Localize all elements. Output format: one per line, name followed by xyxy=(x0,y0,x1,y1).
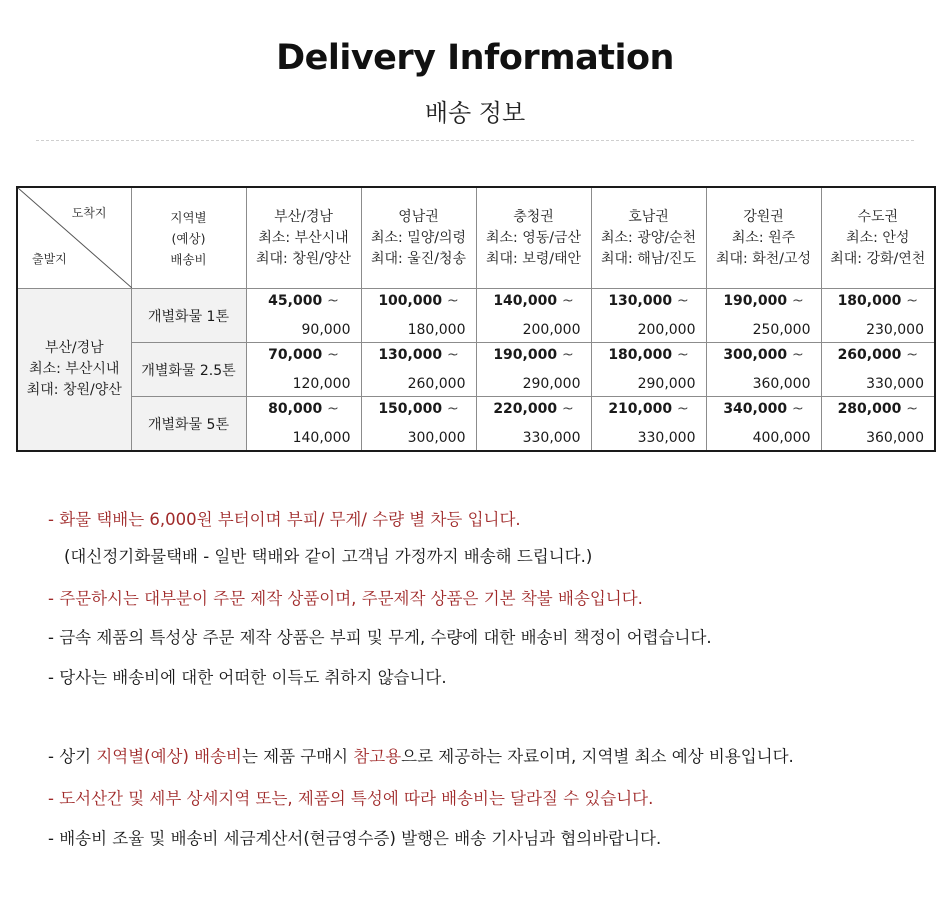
row-label-header: 지역별 (예상) 배송비 xyxy=(131,187,246,289)
delivery-rate-table xyxy=(16,186,936,452)
note-line: - 배송비 조율 및 배송비 세금계산서(현금영수증) 발행은 배송 기사님과 협의바랍니다. xyxy=(48,829,662,848)
region-header: 호남권 최소: 광양/순천 최대: 해남/진도 xyxy=(591,187,706,289)
note-line: - 화물 택배는 6,000원 부터이며 부피/ 무게/ 수량 별 차등 입니다. xyxy=(48,510,521,529)
page-subtitle: 배송 정보 xyxy=(424,99,526,127)
price-cell: 80,000 ~ 140,000 xyxy=(246,397,361,452)
page-title: Delivery Information xyxy=(276,38,674,78)
price-cell: 130,000 ~ 200,000 xyxy=(591,289,706,343)
price-cell: 70,000 ~ 120,000 xyxy=(246,343,361,397)
region-header: 강원권 최소: 원주 최대: 화천/고성 xyxy=(706,187,821,289)
price-cell: 260,000 ~ 330,000 xyxy=(821,343,935,397)
dashed-divider xyxy=(36,140,914,141)
destination-label: 도착지 xyxy=(71,206,107,220)
table-row xyxy=(17,397,935,452)
price-cell: 180,000 ~ 290,000 xyxy=(591,343,706,397)
price-cell: 280,000 ~ 360,000 xyxy=(821,397,935,452)
price-cell: 220,000 ~ 330,000 xyxy=(476,397,591,452)
price-cell: 190,000 ~ 250,000 xyxy=(706,289,821,343)
note-line: (대신정기화물택배 - 일반 택배와 같이 고객님 가정까지 배송해 드립니다.) xyxy=(64,547,593,566)
price-cell: 45,000 ~ 90,000 xyxy=(246,289,361,343)
note-line: - 금속 제품의 특성상 주문 제작 상품은 부피 및 무게, 수량에 대한 배송비 책정이 어렵습니다. xyxy=(48,628,712,647)
table-row xyxy=(17,289,935,343)
region-header: 충청권 최소: 영동/금산 최대: 보령/태안 xyxy=(476,187,591,289)
region-header: 영남권 최소: 밀양/의령 최대: 울진/청송 xyxy=(361,187,476,289)
table-row xyxy=(17,343,935,397)
origin-label: 출발지 xyxy=(32,252,67,266)
note-line: - 주문하시는 대부분이 주문 제작 상품이며, 주문제작 상품은 기본 착불 배송입니다. xyxy=(48,589,643,608)
price-cell: 340,000 ~ 400,000 xyxy=(706,397,821,452)
price-cell: 130,000 ~ 260,000 xyxy=(361,343,476,397)
note-line: - 상기 지역별(예상) 배송비는 제품 구매시 참고용으로 제공하는 자료이며, 지역별 최소 예상 비용입니다. xyxy=(48,747,794,766)
price-cell: 300,000 ~ 360,000 xyxy=(706,343,821,397)
note-line: - 당사는 배송비에 대한 어떠한 이득도 취하지 않습니다. xyxy=(48,668,447,687)
cargo-type-label: 개별화물 5톤 xyxy=(131,397,246,452)
note-line: - 도서산간 및 세부 상세지역 또는, 제품의 특성에 따라 배송비는 달라질 수 있습니다. xyxy=(48,789,654,808)
region-header: 수도권 최소: 안성 최대: 강화/연천 xyxy=(821,187,935,289)
price-cell: 190,000 ~ 290,000 xyxy=(476,343,591,397)
price-cell: 150,000 ~ 300,000 xyxy=(361,397,476,452)
cargo-type-label: 개별화물 1톤 xyxy=(131,289,246,343)
cargo-type-label: 개별화물 2.5톤 xyxy=(131,343,246,397)
origin-cell: 부산/경남 최소: 부산시내 최대: 창원/양산 xyxy=(17,289,131,452)
corner-cell xyxy=(17,187,131,289)
table-header-row xyxy=(17,187,935,289)
price-cell: 140,000 ~ 200,000 xyxy=(476,289,591,343)
price-cell: 100,000 ~ 180,000 xyxy=(361,289,476,343)
price-cell: 180,000 ~ 230,000 xyxy=(821,289,935,343)
region-header: 부산/경남 최소: 부산시내 최대: 창원/양산 xyxy=(246,187,361,289)
price-cell: 210,000 ~ 330,000 xyxy=(591,397,706,452)
